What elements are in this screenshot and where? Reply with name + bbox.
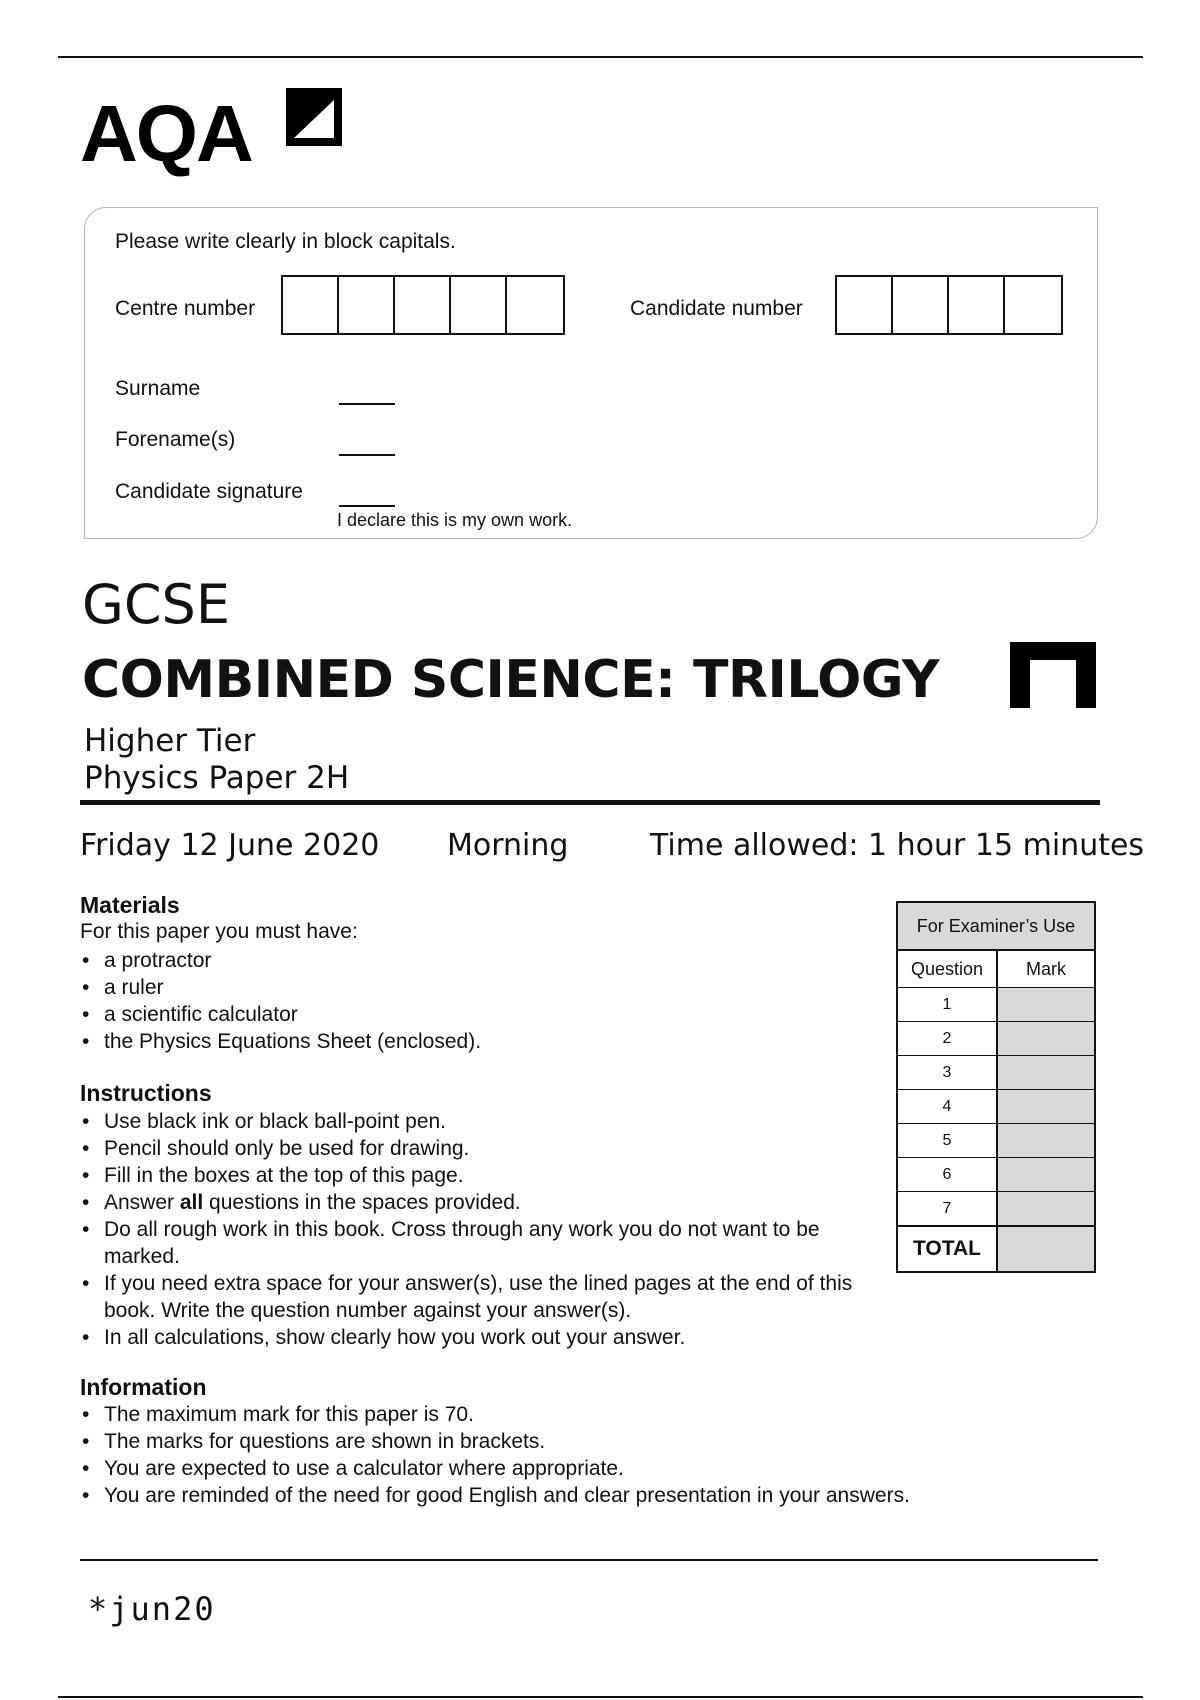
examiners-use-table xyxy=(896,901,1096,1273)
information-list xyxy=(80,1401,1080,1509)
instructions-heading: Instructions xyxy=(80,1080,212,1106)
centre-number-cell[interactable] xyxy=(395,277,451,333)
total-label: TOTAL xyxy=(898,1227,998,1271)
tier-n-mark-icon xyxy=(1010,642,1096,708)
list-item: • If you need extra space for your answer(s), use the lined pages at the end of this book. Write the question number against your answer(s). xyxy=(82,1272,853,1322)
time-allowed: Time allowed: 1 hour 15 minutes xyxy=(650,828,1145,863)
total-row xyxy=(898,1226,1094,1271)
table-row: 5 xyxy=(898,1124,1094,1158)
signature-label: Candidate signature xyxy=(115,480,303,503)
mark-cell xyxy=(998,1192,1094,1225)
mark-cell xyxy=(998,1090,1094,1123)
table-row: 4 xyxy=(898,1090,1094,1124)
materials-list xyxy=(80,947,481,1055)
centre-number-cell[interactable] xyxy=(451,277,507,333)
materials-intro: For this paper you must have: xyxy=(80,920,358,943)
mark-cell xyxy=(998,1124,1094,1157)
aqa-logo-text: AQA xyxy=(80,89,252,178)
exam-date: Friday 12 June 2020 xyxy=(80,828,380,863)
mark-cell xyxy=(998,1022,1094,1055)
top-rule xyxy=(58,56,1143,58)
list-item: • a ruler xyxy=(82,976,164,999)
list-item: • The marks for questions are shown in brackets. xyxy=(82,1430,546,1453)
paper-code: *jun20 xyxy=(88,1590,216,1628)
total-mark-cell xyxy=(998,1227,1094,1271)
list-item: • Do all rough work in this book. Cross through any work you do not want to be marked. xyxy=(82,1218,820,1268)
subject-title: COMBINED SCIENCE: TRILOGY xyxy=(82,650,940,710)
centre-number-cell[interactable] xyxy=(507,277,563,333)
list-item: • Pencil should only be used for drawing. xyxy=(82,1137,470,1160)
table-row: 6 xyxy=(898,1158,1094,1192)
aqa-logo-mark-icon xyxy=(286,88,342,146)
examiners-use-heading: For Examiner’s Use xyxy=(898,903,1094,951)
candidate-details-box xyxy=(84,207,1098,539)
list-item: • You are expected to use a calculator where appropriate. xyxy=(82,1457,624,1480)
candidate-number-cell[interactable] xyxy=(1005,277,1061,333)
information-heading: Information xyxy=(80,1374,207,1400)
list-item: • a protractor xyxy=(82,949,212,972)
list-item: • The maximum mark for this paper is 70. xyxy=(82,1403,474,1426)
centre-number-boxes[interactable] xyxy=(281,275,565,335)
candidate-number-cell[interactable] xyxy=(949,277,1005,333)
list-item: • a scientific calculator xyxy=(82,1003,298,1026)
centre-number-cell[interactable] xyxy=(283,277,339,333)
table-row: 7 xyxy=(898,1192,1094,1226)
mark-cell xyxy=(998,1158,1094,1191)
table-row: 1 xyxy=(898,988,1094,1022)
surname-label: Surname xyxy=(115,377,201,400)
table-row: 2 xyxy=(898,1022,1094,1056)
list-item: • In all calculations, show clearly how you work out your answer. xyxy=(82,1326,686,1349)
bottom-rule xyxy=(80,1559,1098,1561)
aqa-logo xyxy=(80,88,342,184)
qualification-title: GCSE xyxy=(82,573,230,636)
table-row: 3 xyxy=(898,1056,1094,1090)
mark-cell xyxy=(998,988,1094,1021)
title-rule xyxy=(80,800,1100,805)
paper-label: Physics Paper 2H xyxy=(84,760,350,796)
table-header-row xyxy=(898,951,1094,988)
question-column-header: Question xyxy=(898,951,998,987)
footer-rule xyxy=(58,1696,1143,1698)
candidate-number-label: Candidate number xyxy=(630,297,803,320)
list-item: • Answer all questions in the spaces provided. xyxy=(82,1191,521,1214)
candidate-number-boxes[interactable] xyxy=(835,275,1063,335)
list-item: • Fill in the boxes at the top of this page. xyxy=(82,1164,464,1187)
tier-label: Higher Tier xyxy=(84,723,256,759)
mark-column-header: Mark xyxy=(998,951,1094,987)
mark-cell xyxy=(998,1056,1094,1089)
block-capitals-instruction: Please write clearly in block capitals. xyxy=(115,230,456,253)
surname-field[interactable] xyxy=(339,403,395,405)
candidate-number-cell[interactable] xyxy=(893,277,949,333)
centre-number-label: Centre number xyxy=(115,297,256,320)
exam-session: Morning xyxy=(447,828,569,863)
declaration-text: I declare this is my own work. xyxy=(337,510,573,530)
forename-field[interactable] xyxy=(339,454,395,456)
centre-number-cell[interactable] xyxy=(339,277,395,333)
forename-label: Forename(s) xyxy=(115,428,236,451)
list-item: • Use black ink or black ball-point pen. xyxy=(82,1110,447,1133)
materials-heading: Materials xyxy=(80,892,180,918)
list-item: • the Physics Equations Sheet (enclosed). xyxy=(82,1030,482,1053)
instructions-list xyxy=(80,1108,880,1351)
list-item: • You are reminded of the need for good English and clear presentation in your answers. xyxy=(82,1484,910,1507)
candidate-number-cell[interactable] xyxy=(837,277,893,333)
signature-field[interactable] xyxy=(339,505,395,507)
